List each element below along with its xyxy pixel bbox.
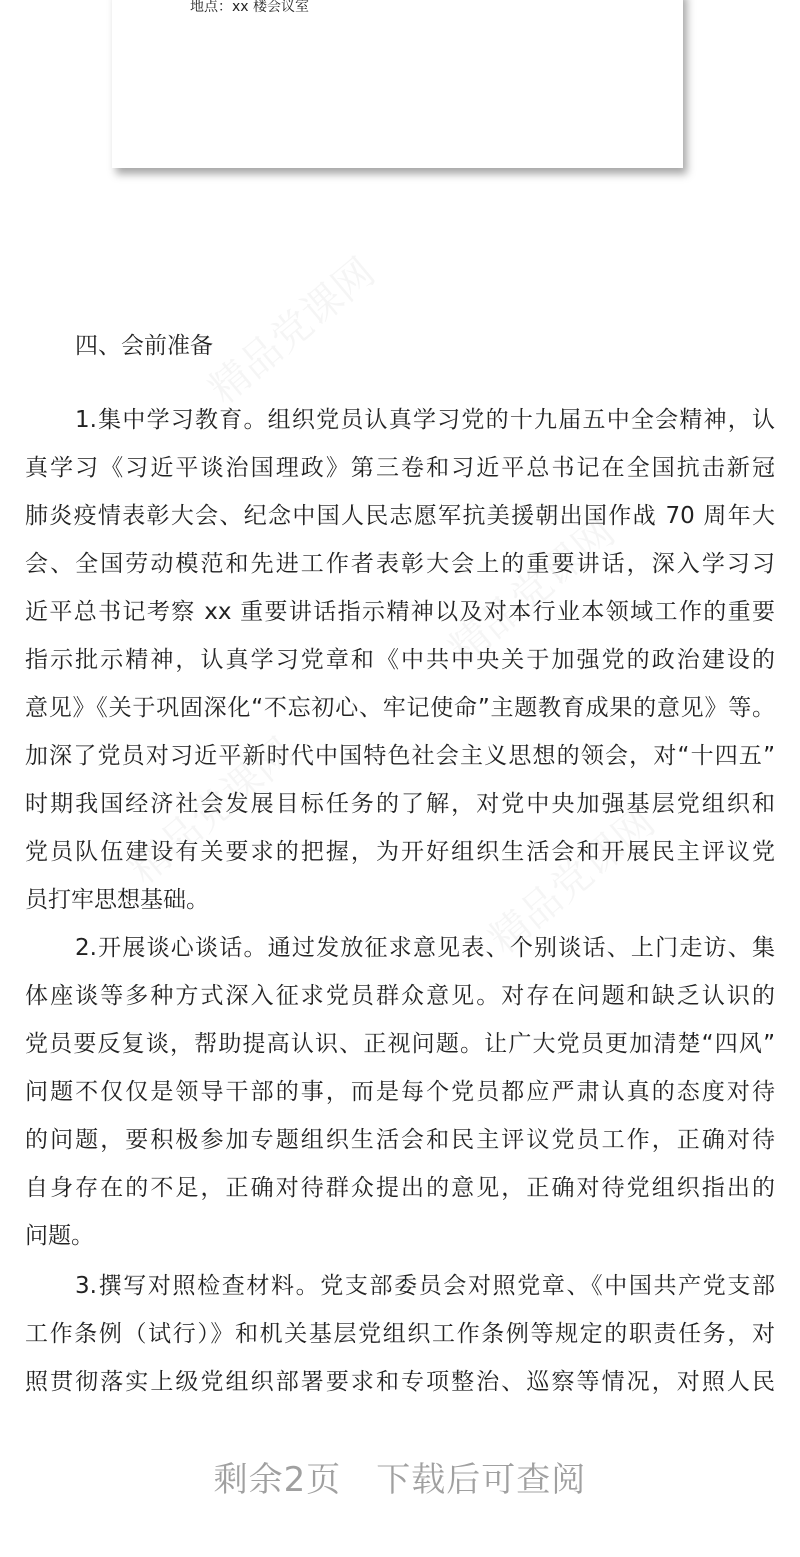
body-line: 照贯彻落实上级党组织部署要求和专项整治、巡察等情况，对照人民 — [25, 1369, 775, 1395]
body-line: 的问题，要积极参加专题组织生活会和民主评议党员工作，正确对待 — [25, 1127, 775, 1153]
body-line: 真学习《习近平谈治国理政》第三卷和习近平总书记在全国抗击新冠 — [25, 455, 775, 481]
location-text: 地点：xx 楼会议室 — [190, 0, 310, 15]
body-line: 问题。 — [25, 1223, 94, 1249]
previous-page-card — [112, 0, 683, 168]
watermark: 精品党课网 — [440, 509, 624, 674]
body-line: 会、全国劳动模范和先进工作者表彰大会上的重要讲话，深入学习习 — [25, 551, 775, 577]
body-line: 问题不仅仅是领导干部的事，而是每个党员都应严肃认真的态度对待 — [25, 1079, 775, 1105]
body-line: 2.开展谈心谈话。通过发放征求意见表、个别谈话、上门走访、集 — [75, 935, 775, 961]
body-line: 3.撰写对照检查材料。党支部委员会对照党章、《中国共产党支部 — [75, 1273, 775, 1299]
body-line: 意见》《关于巩固深化“不忘初心、牢记使命”主题教育成果的意见》等。 — [25, 695, 775, 721]
watermark: 精品党课网 — [120, 729, 304, 894]
body-line: 工作条例（试行）》和机关基层党组织工作条例等规定的职责任务，对 — [25, 1321, 775, 1347]
body-line: 肺炎疫情表彰大会、纪念中国人民志愿军抗美援朝出国作战 70 周年大 — [25, 503, 775, 529]
body-line: 员打牢思想基础。 — [25, 887, 209, 913]
section-heading: 四、会前准备 — [75, 333, 213, 359]
body-line: 党员要反复谈，帮助提高认识、正视问题。让广大党员更加清楚“四风” — [25, 1031, 775, 1057]
body-line: 近平总书记考察 xx 重要讲话指示精神以及对本行业本领域工作的重要 — [25, 599, 775, 625]
watermark: 精品党课网 — [480, 799, 664, 964]
remaining-pages-notice[interactable]: 剩余2页 下载后可查阅 — [213, 1460, 587, 1500]
body-line: 指示批示精神，认真学习党章和《中共中央关于加强党的政治建设的 — [25, 647, 775, 673]
body-line: 党员队伍建设有关要求的把握，为开好组织生活会和开展民主评议党 — [25, 839, 775, 865]
body-line: 自身存在的不足，正确对待群众提出的意见，正确对待党组织指出的 — [25, 1175, 775, 1201]
body-line: 体座谈等多种方式深入征求党员群众意见。对存在问题和缺乏认识的 — [25, 983, 775, 1009]
body-line: 时期我国经济社会发展目标任务的了解，对党中央加强基层党组织和 — [25, 791, 775, 817]
watermark: 精品党课网 — [200, 249, 384, 414]
body-line: 加深了党员对习近平新时代中国特色社会主义思想的领会，对“十四五” — [25, 743, 775, 769]
body-line: 1.集中学习教育。组织党员认真学习党的十九届五中全会精神，认 — [75, 407, 775, 433]
